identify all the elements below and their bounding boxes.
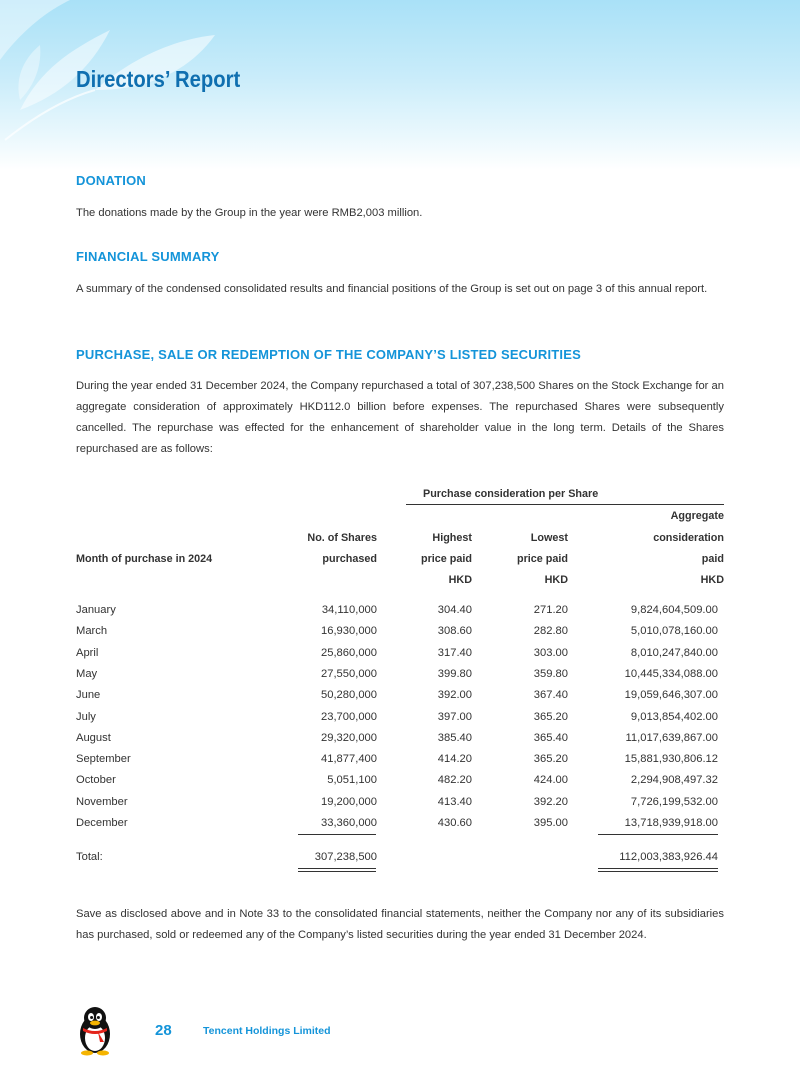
row-high: 304.40 bbox=[437, 604, 472, 616]
row-high: 317.40 bbox=[437, 646, 472, 659]
row-month: August bbox=[76, 731, 111, 744]
page-title: Directors’ Report bbox=[76, 66, 241, 92]
row-shares: 41,877,400 bbox=[321, 753, 377, 766]
row-low: 395.00 bbox=[533, 817, 568, 829]
row-shares: 29,320,000 bbox=[321, 731, 377, 744]
row-low: 365.40 bbox=[533, 731, 568, 744]
row-agg: 13,718,939,918.00 bbox=[624, 817, 718, 829]
donation-heading: DONATION bbox=[76, 173, 146, 188]
agg-total-rule-2 bbox=[598, 871, 718, 872]
row-high: 308.60 bbox=[437, 625, 472, 638]
row-shares: 34,110,000 bbox=[321, 604, 377, 616]
shares-subtotal-rule bbox=[298, 834, 376, 835]
col-shares-line2: purchased bbox=[322, 553, 377, 565]
col-agg-line2: consideration bbox=[653, 532, 724, 544]
row-agg: 11,017,639,867.00 bbox=[625, 731, 718, 744]
col-shares-line1: No. of Shares bbox=[307, 532, 377, 544]
closing-text: Save as disclosed above and in Note 33 to the consolidated financial statements, neither the Company nor any of its subsidiaries has purchased, sold or redeemed any of the Company’s listed securities during the year ended 31 December 2024. bbox=[76, 908, 724, 941]
purchase-heading: PURCHASE, SALE OR REDEMPTION OF THE COMPANY’S LISTED SECURITIES bbox=[76, 347, 581, 362]
agg-total-rule-1 bbox=[598, 868, 718, 869]
row-high: 414.20 bbox=[437, 753, 472, 766]
row-shares: 50,280,000 bbox=[321, 689, 377, 702]
row-low: 365.20 bbox=[533, 710, 568, 723]
row-month: June bbox=[76, 689, 101, 702]
financial-summary-heading: FINANCIAL SUMMARY bbox=[76, 249, 220, 264]
col-agg-line1: Aggregate bbox=[670, 510, 724, 522]
row-high: 392.00 bbox=[437, 689, 472, 702]
total-agg: 112,003,383,926.44 bbox=[619, 851, 718, 863]
col-high-line2: price paid bbox=[420, 553, 472, 565]
row-low: 392.20 bbox=[533, 795, 568, 808]
row-agg: 7,726,199,532.00 bbox=[630, 795, 718, 808]
shares-total-rule-2 bbox=[298, 871, 376, 872]
financial-summary-text: A summary of the condensed consolidated results and financial positions of the Group is set out on page 3 of this annual report. bbox=[76, 283, 708, 295]
row-low: 424.00 bbox=[533, 774, 568, 787]
shares-total-rule-1 bbox=[298, 868, 376, 869]
purchase-text: During the year ended 31 December 2024, the Company repurchased a total of 307,238,500 Shares on the Stock Exchange for an aggregate consideration of approximately HKD112.0 billion before expenses. The repurchased Shares were subsequently cancelled. The repurchase was effected for the enhancement of shareholder value in the long term. Details of the Shares repurchased are as follows: bbox=[76, 380, 724, 455]
donation-text: The donations made by the Group in the year were RMB2,003 million. bbox=[76, 207, 423, 219]
penguin-logo-icon bbox=[74, 1004, 116, 1056]
row-shares: 5,051,100 bbox=[327, 774, 377, 787]
row-low: 282.80 bbox=[533, 625, 568, 638]
row-month: October bbox=[76, 774, 116, 787]
agg-subtotal-rule bbox=[598, 834, 718, 835]
row-month: March bbox=[76, 625, 108, 638]
company-name: Tencent Holdings Limited bbox=[203, 1025, 331, 1037]
row-shares: 27,550,000 bbox=[321, 667, 377, 680]
row-month: May bbox=[76, 667, 98, 680]
row-agg: 19,059,646,307.00 bbox=[624, 689, 718, 702]
row-low: 303.00 bbox=[533, 646, 568, 659]
row-high: 413.40 bbox=[437, 795, 472, 808]
row-agg: 5,010,078,160.00 bbox=[630, 625, 718, 638]
row-low: 271.20 bbox=[533, 604, 568, 616]
row-agg: 2,294,908,497.32 bbox=[630, 774, 718, 787]
col-agg-unit: HKD bbox=[700, 574, 724, 586]
row-shares: 16,930,000 bbox=[321, 625, 377, 638]
col-month: Month of purchase in 2024 bbox=[76, 553, 213, 565]
row-high: 399.80 bbox=[437, 667, 472, 680]
row-month: April bbox=[76, 646, 99, 659]
group-header-rule bbox=[406, 504, 724, 505]
col-low-line1: Lowest bbox=[530, 532, 568, 544]
page-number: 28 bbox=[155, 1022, 172, 1039]
total-shares: 307,238,500 bbox=[314, 851, 377, 863]
row-agg: 9,013,854,402.00 bbox=[630, 710, 718, 723]
col-low-line2: price paid bbox=[516, 553, 568, 565]
row-month: December bbox=[76, 817, 128, 829]
row-month: July bbox=[76, 710, 96, 723]
row-month: November bbox=[76, 795, 128, 808]
col-low-unit: HKD bbox=[544, 574, 568, 586]
row-agg: 15,881,930,806.12 bbox=[624, 753, 718, 766]
row-high: 385.40 bbox=[437, 731, 472, 744]
total-label: Total: bbox=[76, 851, 103, 863]
row-agg: 9,824,604,509.00 bbox=[630, 604, 718, 616]
col-high-line1: Highest bbox=[432, 532, 472, 544]
row-month: September bbox=[76, 753, 131, 766]
row-high: 430.60 bbox=[437, 817, 472, 829]
col-agg-line3: paid bbox=[701, 553, 724, 565]
row-low: 359.80 bbox=[533, 667, 568, 680]
row-agg: 10,445,334,088.00 bbox=[624, 667, 718, 680]
row-month: January bbox=[76, 604, 116, 616]
col-high-unit: HKD bbox=[448, 574, 472, 586]
row-low: 365.20 bbox=[533, 753, 568, 766]
row-high: 397.00 bbox=[437, 710, 472, 723]
row-low: 367.40 bbox=[533, 689, 568, 702]
row-agg: 8,010,247,840.00 bbox=[630, 646, 718, 659]
row-shares: 23,700,000 bbox=[321, 710, 377, 723]
row-high: 482.20 bbox=[437, 774, 472, 787]
row-shares: 33,360,000 bbox=[321, 817, 377, 829]
group-header: Purchase consideration per Share bbox=[423, 488, 599, 500]
row-shares: 25,860,000 bbox=[321, 646, 377, 659]
row-shares: 19,200,000 bbox=[321, 795, 377, 808]
